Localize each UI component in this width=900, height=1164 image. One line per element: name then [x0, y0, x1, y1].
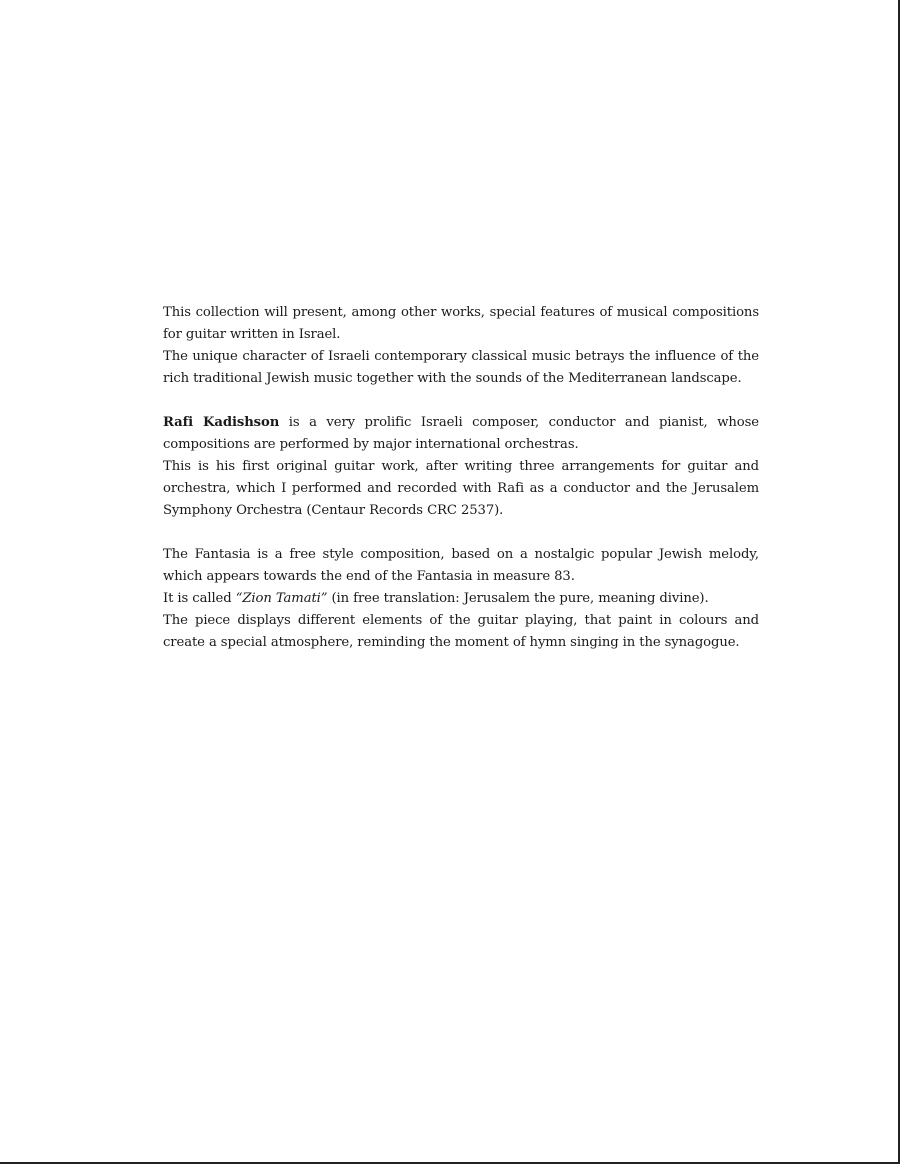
intro-paragraph-1: This collection will present, among other works, special features of musical compositions for guitar written in Israel. — [163, 305, 759, 342]
intro-paragraph-2: The unique character of Israeli contemporary classical music betrays the influence of the rich traditional Jewish music together with the sounds of the Mediterranean landscape. — [163, 349, 759, 386]
composer-description: is a very prolific Israeli composer, conductor and pianist, whose compositions are performed by major international orchestras. — [163, 415, 759, 452]
composer-paragraph-1 — [163, 412, 759, 456]
paragraph-gap — [163, 522, 759, 544]
fantasia-paragraph-1: The Fantasia is a free style composition, based on a nostalgic popular Jewish melody, which appears towards the end of the Fantasia in measure 83. — [163, 547, 759, 584]
fantasia-melody-title: “Zion Tamati” — [235, 591, 328, 606]
fantasia-paragraph-3: The piece displays different elements of the guitar playing, that paint in colours and create a special atmosphere, reminding the moment of hymn singing in the synagogue. — [163, 613, 759, 650]
fantasia-title-prefix: It is called — [163, 591, 236, 606]
composer-paragraph-2: This is his first original guitar work, after writing three arrangements for guitar and orchestra, which I performed and recorded with Rafi as a conductor and the Jerusalem Symphony Orchestra (Centaur Records CRC 2537). — [163, 459, 759, 518]
fantasia-title-suffix: (in free translation: Jerusalem the pure, meaning divine). — [327, 591, 709, 606]
paragraph-gap — [163, 390, 759, 412]
fantasia-paragraph-2 — [163, 588, 759, 610]
composer-name: Rafi Kadishson — [163, 415, 280, 430]
preface-text — [163, 302, 759, 654]
